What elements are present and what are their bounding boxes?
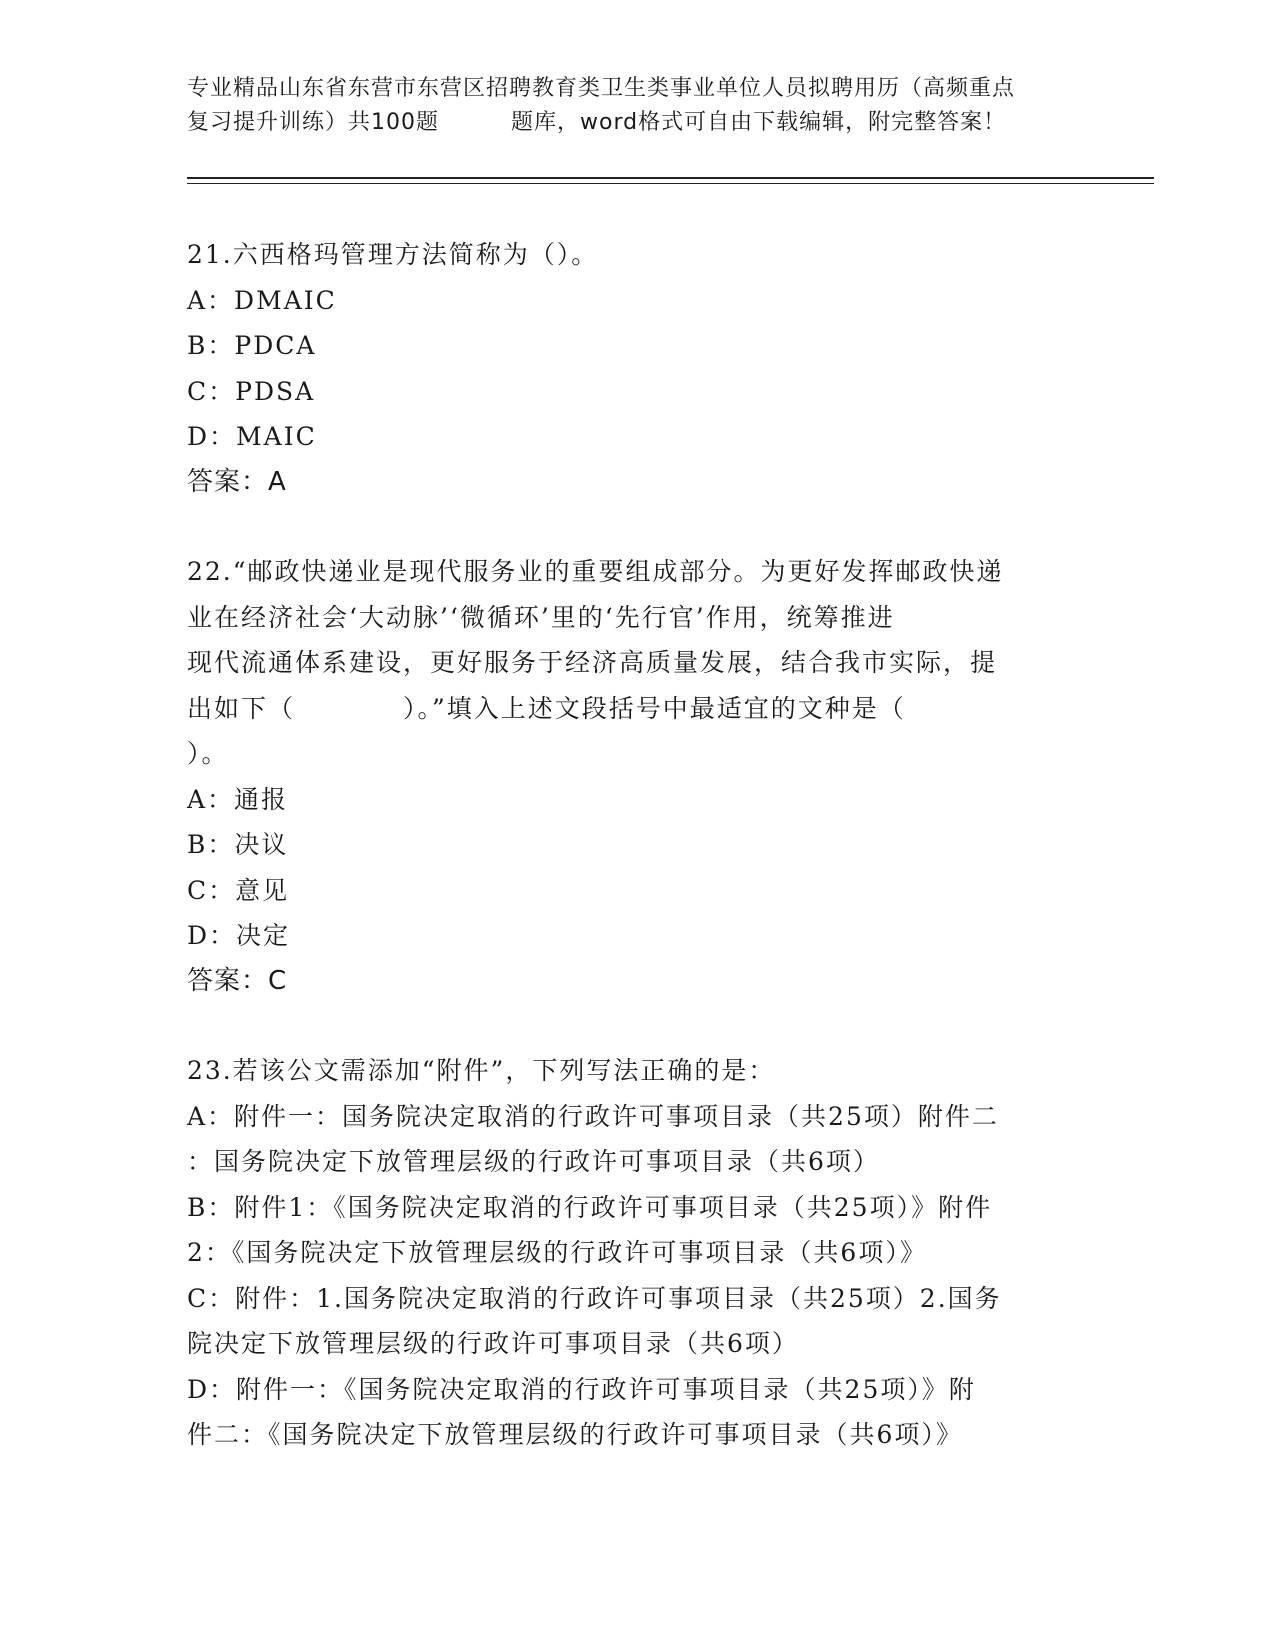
option-b: B：PDCA bbox=[187, 331, 317, 360]
question-21 bbox=[187, 232, 1087, 505]
document-header bbox=[187, 72, 1087, 140]
option-a-continued: ：国务院决定下放管理层级的行政许可事项目录（共6项） bbox=[187, 1147, 880, 1176]
option-d: D：附件一：《国务院决定取消的行政许可事项目录（共25项）》附 bbox=[187, 1374, 976, 1404]
option-b: B：决议 bbox=[187, 830, 289, 859]
question-list bbox=[187, 232, 1087, 1458]
option-a: A：通报 bbox=[187, 784, 289, 814]
option-a: A：DMAIC bbox=[187, 285, 337, 315]
question-stem-line: 业在经济社会‘大动脉’‘微循环’里的‘先行官’作用，统筹推进 bbox=[187, 602, 895, 632]
option-c: C：意见 bbox=[187, 875, 290, 905]
question-22 bbox=[187, 549, 1087, 1004]
question-stem-line: 22.“邮政快递业是现代服务业的重要组成部分。为更好发挥邮政快递 bbox=[187, 557, 1004, 586]
option-b: B：附件1：《国务院决定取消的行政许可事项目录（共25项）》附件 bbox=[187, 1192, 993, 1222]
question-23 bbox=[187, 1048, 1087, 1458]
option-b-continued: 2：《国务院决定下放管理层级的行政许可事项目录（共6项）》 bbox=[187, 1238, 927, 1267]
header-line-2-part-b: 题库，word格式可自由下载编辑，附完整答案！ bbox=[511, 110, 1007, 135]
question-stem-line: 出如下（ ）。”填入上述文段括号中最适宜的文种是（ bbox=[187, 693, 906, 723]
header-rule-thick bbox=[187, 177, 1154, 179]
option-d-continued: 件二：《国务院决定下放管理层级的行政许可事项目录（共6项）》 bbox=[187, 1420, 963, 1449]
option-c: C：PDSA bbox=[187, 376, 316, 406]
option-d: D：MAIC bbox=[187, 422, 317, 451]
header-line-2 bbox=[187, 106, 1087, 140]
option-c: C：附件：1.国务院决定取消的行政许可事项目录（共25项）2.国务 bbox=[187, 1283, 1002, 1313]
header-line-2-part-a: 复习提升训练）共100题 bbox=[187, 110, 439, 135]
question-stem-line: 23.若该公文需添加“附件”，下列写法正确的是： bbox=[187, 1056, 776, 1085]
question-stem-line: ）。 bbox=[187, 739, 229, 768]
option-d: D：决定 bbox=[187, 921, 291, 950]
question-stem-line: 21.六西格玛管理方法简称为（）。 bbox=[187, 240, 599, 269]
answer: 答案：C bbox=[187, 965, 288, 996]
header-line-1: 专业精品山东省东营市东营区招聘教育类卫生类事业单位人员拟聘用历（高频重点 bbox=[187, 76, 1016, 101]
question-stem-line: 现代流通体系建设，更好服务于经济高质量发展，结合我市实际，提 bbox=[187, 648, 998, 677]
answer: 答案：A bbox=[187, 466, 287, 497]
header-rule-thin bbox=[187, 183, 1154, 184]
option-c-continued: 院决定下放管理层级的行政许可事项目录（共6项） bbox=[187, 1329, 799, 1358]
option-a: A：附件一：国务院决定取消的行政许可事项目录（共25项）附件二 bbox=[187, 1101, 999, 1131]
